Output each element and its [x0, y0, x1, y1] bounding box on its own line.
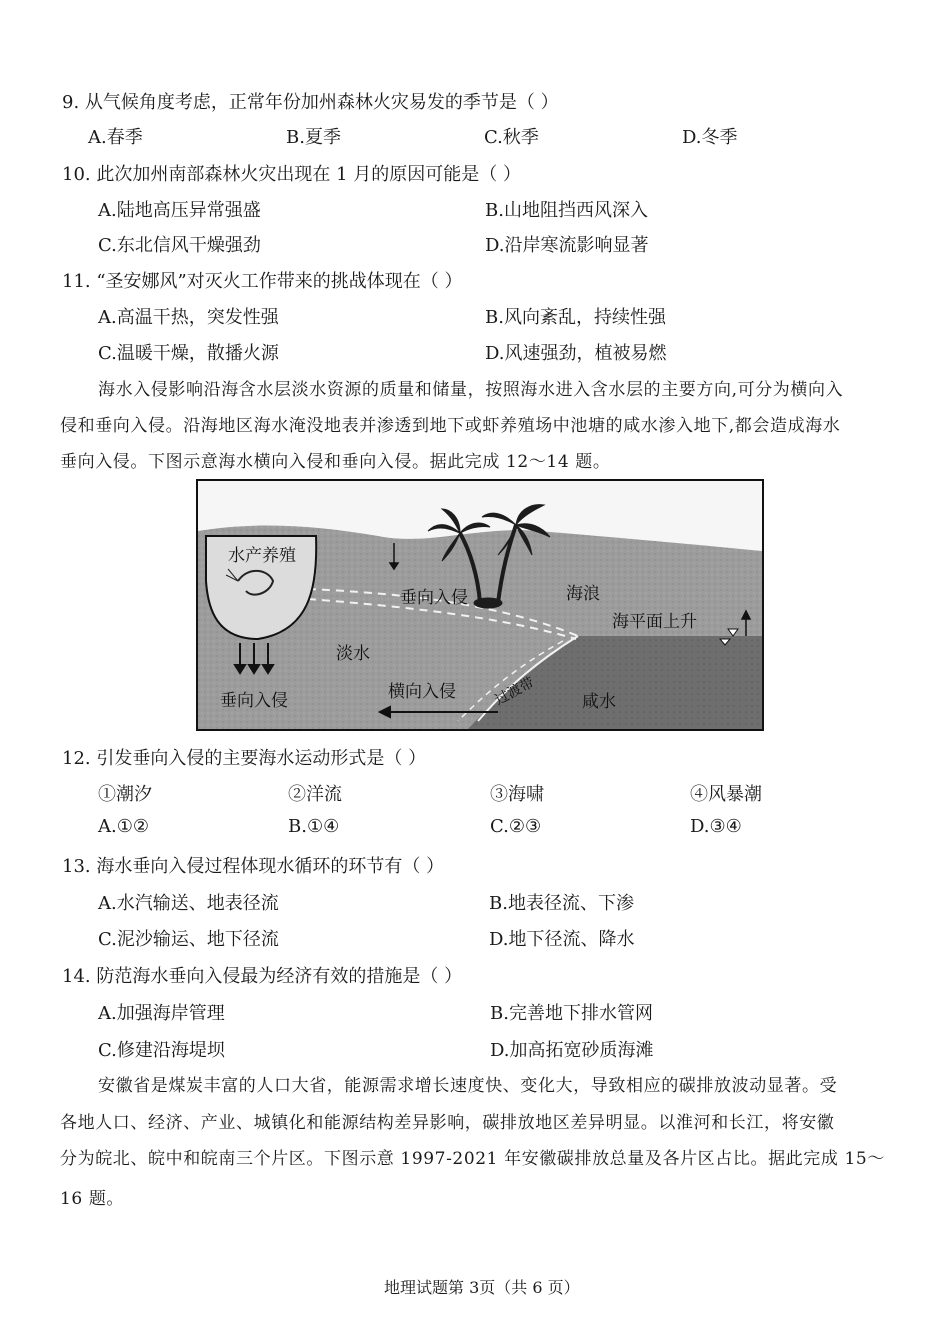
label-vertical-top: 垂向入侵 [400, 588, 468, 608]
question-14-option-b: B.完善地下排水管网 [490, 1003, 653, 1024]
label-waves: 海浪 [566, 584, 600, 604]
passage-seawater-line-3: 垂向入侵。下图示意海水横向入侵和垂向入侵。据此完成 12～14 题。 [60, 452, 611, 472]
question-10-option-b: B.山地阻挡西风深入 [485, 200, 648, 221]
passage-seawater-line-2: 侵和垂向入侵。沿海地区海水淹没地表并渗透到地下或虾养殖场中池塘的咸水渗入地下,都会造成海水 [60, 416, 841, 436]
question-10-stem: 10. 此次加州南部森林火灾出现在 1 月的原因可能是（ ） [62, 164, 521, 185]
label-fresh-water: 淡水 [336, 644, 370, 664]
question-14-option-d: D.加高拓宽砂质海滩 [490, 1040, 654, 1061]
question-10-option-a: A.陆地高压异常强盛 [98, 200, 261, 221]
question-11-option-b: B.风向紊乱，持续性强 [485, 307, 666, 328]
question-13-option-a: A.水汽输送、地表径流 [98, 893, 279, 914]
label-sea-level-rise: 海平面上升 [612, 612, 697, 632]
question-13-option-d: D.地下径流、降水 [489, 929, 635, 950]
question-13-option-b: B.地表径流、下渗 [489, 893, 634, 914]
question-13-stem: 13. 海水垂向入侵过程体现水循环的环节有（ ） [62, 856, 445, 877]
question-12-item-4: ④风暴潮 [690, 784, 762, 805]
question-10-option-d: D.沿岸寒流影响显著 [485, 235, 649, 256]
question-14-option-a: A.加强海岸管理 [98, 1003, 225, 1024]
question-12-option-a: A.①② [98, 816, 149, 837]
question-14-option-c: C.修建沿海堤坝 [98, 1040, 225, 1061]
label-transition: 过渡带 [492, 674, 537, 709]
vertical-arrows-pond [235, 643, 273, 673]
question-11-stem: 11. “圣安娜风”对灭火工作带来的挑战体现在（ ） [62, 271, 463, 292]
question-9-option-a: A.春季 [88, 127, 143, 148]
question-11-option-c: C.温暖干燥，散播火源 [98, 343, 279, 364]
passage-anhui-line-4: 16 题。 [60, 1189, 125, 1209]
passage-anhui-line-3: 分为皖北、皖中和皖南三个片区。下图示意 1997-2021 年安徽碳排放总量及各片区占比。据此完成 15～ [60, 1149, 885, 1169]
question-10-option-c: C.东北信风干燥强劲 [98, 235, 261, 256]
question-11-option-d: D.风速强劲，植被易燃 [485, 343, 667, 364]
question-9-option-d: D.冬季 [682, 127, 738, 148]
question-12-option-d: D.③④ [690, 816, 742, 837]
question-11-option-a: A.高温干热，突发性强 [98, 307, 279, 328]
seawater-intrusion-diagram [196, 479, 764, 731]
question-12-option-b: B.①④ [288, 816, 340, 837]
label-vertical-bottom: 垂向入侵 [220, 691, 288, 711]
question-13-option-c: C.泥沙输运、地下径流 [98, 929, 279, 950]
passage-anhui-line-2: 各地人口、经济、产业、城镇化和能源结构差异影响，碳排放地区差异明显。以淮河和长江，将安徽 [60, 1113, 835, 1133]
question-12-item-1: ①潮汐 [98, 784, 152, 805]
question-12-item-2: ②洋流 [288, 784, 342, 805]
question-9-option-b: B.夏季 [286, 127, 341, 148]
passage-anhui-line-1: 安徽省是煤炭丰富的人口大省，能源需求增长速度快、变化大，导致相应的碳排放波动显著。受 [98, 1076, 838, 1096]
question-9-option-c: C.秋季 [484, 127, 539, 148]
label-salt-water: 咸水 [582, 692, 616, 712]
label-aquaculture: 水产养殖 [228, 546, 296, 566]
passage-seawater-line-1: 海水入侵影响沿海含水层淡水资源的质量和储量，按照海水进入含水层的主要方向,可分为横向入 [98, 380, 844, 400]
label-horizontal: 横向入侵 [388, 682, 456, 702]
question-12-option-c: C.②③ [490, 816, 542, 837]
question-12-stem: 12. 引发垂向入侵的主要海水运动形式是（ ） [62, 748, 427, 769]
question-12-item-3: ③海啸 [490, 784, 544, 805]
question-9-stem: 9. 从气候角度考虑，正常年份加州森林火灾易发的季节是（ ） [62, 92, 559, 113]
question-14-stem: 14. 防范海水垂向入侵最为经济有效的措施是（ ） [62, 966, 463, 987]
page-footer: 地理试题第 3页（共 6 页） [384, 1278, 580, 1297]
